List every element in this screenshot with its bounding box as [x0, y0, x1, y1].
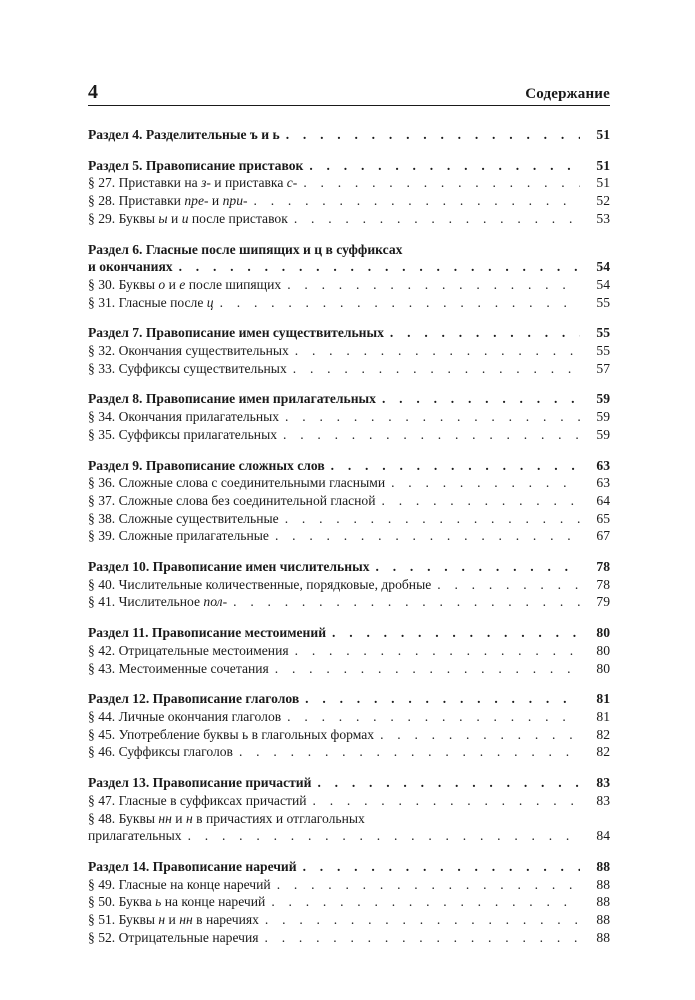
entry-title: Раздел 10. Правописание имен числительных	[88, 559, 370, 575]
entry-page-number: 84	[596, 828, 610, 844]
toc-section	[88, 324, 610, 377]
toc-section-heading[interactable]	[88, 690, 610, 708]
toc-section-heading[interactable]	[88, 774, 610, 792]
entry-text-part: § 37. Сложные слова без соединительной гласной	[88, 492, 376, 508]
entry-title	[88, 192, 248, 210]
toc-entry[interactable]	[88, 792, 610, 810]
toc-section-heading[interactable]	[88, 390, 610, 408]
toc-section-heading[interactable]	[88, 324, 610, 342]
toc-entry[interactable]	[88, 708, 610, 726]
entry-text-part: § 40. Числительные количественные, порядковые, дробные	[88, 576, 432, 592]
entry-text-part: § 28. Приставки	[88, 193, 185, 209]
dot-leader	[303, 157, 580, 175]
entry-text-part: и	[167, 210, 182, 226]
entry-title	[88, 408, 279, 426]
entry-text-part: § 41. Числительное	[88, 594, 204, 610]
entry-page-number: 59	[596, 426, 610, 442]
entry-page-number: 51	[596, 127, 610, 142]
dot-leader	[289, 642, 580, 660]
toc-entry[interactable]	[88, 408, 610, 426]
entry-page-number: 81	[596, 708, 610, 724]
toc-entry[interactable]	[88, 576, 610, 594]
toc-entry[interactable]	[88, 893, 610, 911]
toc-entry[interactable]	[88, 911, 610, 929]
entry-text-part: и приставка	[210, 175, 287, 191]
entry-text-part: § 34. Окончания прилагательных	[88, 409, 280, 425]
toc-entry[interactable]	[88, 593, 610, 611]
entry-title: Раздел 8. Правописание имен прилагательных	[88, 391, 376, 407]
toc-entry-line	[88, 810, 610, 828]
entry-text-part: § 52. Отрицательные наречия	[88, 929, 259, 945]
entry-page-number: 59	[596, 391, 610, 407]
toc-entry[interactable]	[88, 294, 610, 312]
toc-section-heading[interactable]	[88, 157, 610, 175]
toc-entry[interactable]	[88, 510, 610, 528]
entry-page-number: 59	[596, 409, 610, 425]
italic-term: при-	[222, 193, 248, 209]
entry-text-part: § 42. Отрицательные местоимения	[88, 642, 289, 658]
entry-page-number: 82	[596, 726, 610, 742]
dot-leader	[233, 743, 580, 761]
dot-leader	[385, 474, 580, 492]
toc-section-heading[interactable]	[88, 126, 610, 144]
entry-text-part: после шипящих	[185, 276, 282, 292]
dot-leader	[288, 210, 580, 228]
entry-title	[88, 876, 271, 894]
toc-section-heading[interactable]	[88, 258, 610, 276]
entry-text-part: и	[165, 276, 180, 292]
entry-title	[88, 593, 227, 611]
entry-title	[88, 743, 233, 761]
entry-title	[88, 660, 269, 678]
dot-leader	[370, 558, 581, 576]
entry-title	[88, 576, 431, 594]
entry-page-number: 80	[596, 642, 610, 658]
entry-title: Раздел 13. Правописание причастий	[88, 775, 312, 791]
dot-leader	[297, 174, 580, 192]
toc-section	[88, 858, 610, 947]
dot-leader	[269, 660, 580, 678]
entry-text-part: § 32. Окончания существительных	[88, 343, 289, 359]
entry-text-part: § 30. Буквы	[88, 276, 159, 292]
dot-leader	[287, 360, 580, 378]
entry-text-part: в наречиях	[192, 912, 259, 928]
toc-entry[interactable]	[88, 876, 610, 894]
entry-page-number: 83	[596, 792, 610, 808]
italic-term: ы	[158, 210, 168, 226]
dot-leader	[325, 457, 580, 475]
entry-page-number: 88	[596, 912, 610, 928]
entry-text-part: § 45. Употребление буквы ь в глагольных формах	[88, 726, 375, 742]
entry-text-part: § 39. Сложные прилагательные	[88, 528, 269, 544]
dot-leader	[280, 126, 580, 144]
entry-title	[88, 708, 281, 726]
italic-term: ц	[206, 294, 214, 310]
dot-leader	[384, 324, 580, 342]
entry-title	[88, 360, 287, 378]
entry-text-part: § 51. Буквы	[88, 912, 159, 928]
entry-title: Раздел 9. Правописание сложных слов	[88, 457, 325, 473]
entry-text-part: § 47. Гласные в суффиксах причастий	[88, 792, 307, 808]
italic-term: нн	[158, 810, 172, 826]
toc-section	[88, 390, 610, 443]
dot-leader	[289, 342, 580, 360]
toc-entry[interactable]	[88, 726, 610, 744]
toc-entry[interactable]	[88, 642, 610, 660]
dot-leader	[214, 294, 580, 312]
entry-title	[88, 527, 269, 545]
toc-section	[88, 457, 610, 546]
toc-section-heading[interactable]	[88, 858, 610, 876]
toc-entry[interactable]	[88, 174, 610, 192]
entry-title	[88, 294, 214, 312]
entry-page-number: 55	[596, 294, 610, 310]
toc-entry[interactable]	[88, 426, 610, 444]
toc-entry[interactable]	[88, 743, 610, 761]
toc-section-heading[interactable]	[88, 558, 610, 576]
entry-page-number: 53	[596, 210, 610, 226]
entry-page-number: 88	[596, 858, 610, 874]
entry-title	[88, 726, 374, 744]
dot-leader	[265, 893, 580, 911]
entry-text-part: на конце наречий	[161, 894, 266, 910]
entry-title	[88, 474, 385, 492]
italic-term: н	[185, 810, 193, 826]
dot-leader	[281, 708, 580, 726]
entry-title	[88, 642, 289, 660]
entry-page-number: 78	[596, 576, 610, 592]
entry-page-number: 82	[596, 744, 610, 760]
toc-section-heading[interactable]	[88, 457, 610, 475]
entry-page-number: 63	[596, 457, 610, 473]
toc-entry[interactable]	[88, 474, 610, 492]
entry-title	[88, 911, 259, 929]
entry-text-part: и	[165, 912, 180, 928]
entry-text-part: § 38. Сложные существительные	[88, 510, 279, 526]
dot-leader	[271, 876, 580, 894]
toc-section	[88, 774, 610, 845]
entry-page-number: 65	[596, 510, 610, 526]
dot-leader	[281, 276, 580, 294]
entry-title	[88, 893, 265, 911]
page-header	[88, 78, 610, 106]
entry-title: Раздел 4. Разделительные ъ и ь	[88, 127, 280, 142]
table-of-contents	[88, 126, 610, 946]
entry-page-number: 55	[596, 343, 610, 359]
entry-page-number: 88	[596, 894, 610, 910]
italic-term: н	[158, 912, 166, 928]
dot-leader	[173, 258, 580, 276]
entry-text-part: в причастиях и отглагольных	[192, 810, 365, 826]
entry-text-part: § 31. Гласные после	[88, 294, 207, 310]
toc-entry[interactable]	[88, 492, 610, 510]
dot-leader	[297, 858, 580, 876]
entry-title: Раздел 12. Правописание глаголов	[88, 691, 300, 707]
italic-term: и	[181, 210, 189, 226]
toc-entry[interactable]	[88, 929, 610, 947]
entry-title: Раздел 7. Правописание имен существительных	[88, 325, 384, 341]
entry-page-number: 80	[596, 660, 610, 676]
dot-leader	[248, 192, 580, 210]
italic-term: с-	[286, 175, 298, 191]
toc-section	[88, 558, 610, 611]
italic-term: пол-	[203, 594, 228, 610]
entry-title	[88, 210, 288, 228]
entry-text-part: § 48. Буквы	[88, 810, 159, 826]
entry-text-part: § 44. Личные окончания глаголов	[88, 708, 282, 724]
dot-leader	[277, 426, 580, 444]
dot-leader	[299, 690, 580, 708]
entry-page-number: 80	[596, 625, 610, 641]
entry-text-part: § 50. Буква	[88, 894, 156, 910]
entry-page-number: 79	[596, 594, 610, 610]
entry-text-part: § 46. Суффиксы глаголов	[88, 744, 233, 760]
dot-leader	[376, 390, 580, 408]
entry-title	[88, 510, 279, 528]
entry-page-number: 51	[596, 175, 610, 191]
toc-entry[interactable]	[88, 527, 610, 545]
toc-entry[interactable]	[88, 192, 610, 210]
toc-section-heading[interactable]	[88, 624, 610, 642]
dot-leader	[279, 408, 580, 426]
entry-text-part: § 43. Местоименные сочетания	[88, 660, 269, 676]
entry-title	[88, 174, 297, 192]
entry-title: прилагательных	[88, 828, 182, 844]
entry-page-number: 78	[596, 559, 610, 575]
entry-text-part: § 35. Суффиксы прилагательных	[88, 426, 277, 442]
toc-section-heading-line: Раздел 6. Гласные после шипящих и ц в суффиксах	[88, 241, 403, 257]
dot-leader	[307, 792, 581, 810]
toc-entry[interactable]	[88, 276, 610, 294]
dot-leader	[227, 593, 580, 611]
entry-page-number: 67	[596, 528, 610, 544]
entry-page-number: 51	[596, 157, 610, 173]
entry-title	[88, 276, 281, 294]
entry-title: Раздел 5. Правописание приставок	[88, 157, 304, 173]
entry-page-number: 88	[596, 929, 610, 945]
dot-leader	[374, 726, 580, 744]
entry-title	[88, 426, 277, 444]
toc-section	[88, 241, 610, 312]
entry-text-part: § 33. Суффиксы существительных	[88, 360, 287, 376]
entry-page-number: 57	[596, 360, 610, 376]
entry-page-number: 54	[596, 259, 610, 275]
toc-section	[88, 157, 610, 228]
entry-text-part: после приставок	[188, 210, 288, 226]
entry-page-number: 54	[596, 276, 610, 292]
italic-term: о	[158, 276, 166, 292]
toc-section	[88, 690, 610, 761]
entry-page-number: 64	[596, 492, 610, 508]
toc-section	[88, 624, 610, 677]
entry-title: и окончаниях	[88, 259, 173, 275]
entry-text-part: § 27. Приставки на	[88, 175, 202, 191]
entry-title: Раздел 11. Правописание местоимений	[88, 625, 327, 641]
entry-page-number: 83	[596, 775, 610, 791]
entry-page-number: 63	[596, 475, 610, 491]
dot-leader	[376, 492, 581, 510]
dot-leader	[431, 576, 580, 594]
toc-entry[interactable]	[88, 210, 610, 228]
entry-text-part: и	[208, 193, 223, 209]
dot-leader	[311, 774, 580, 792]
entry-text-part: § 36. Сложные слова с соединительными гласными	[88, 475, 386, 491]
dot-leader	[279, 510, 580, 528]
toc-entry[interactable]	[88, 660, 610, 678]
dot-leader	[269, 527, 580, 545]
italic-term: е	[179, 276, 186, 292]
entry-page-number: 81	[596, 691, 610, 707]
book-page	[88, 78, 610, 959]
dot-leader	[326, 624, 580, 642]
entry-page-number: 88	[596, 876, 610, 892]
entry-title	[88, 492, 376, 510]
italic-term: з-	[201, 175, 211, 191]
toc-entry[interactable]	[88, 827, 610, 845]
dot-leader	[259, 911, 580, 929]
toc-entry[interactable]	[88, 342, 610, 360]
running-title: Содержание	[525, 86, 610, 102]
entry-text-part: § 29. Буквы	[88, 210, 159, 226]
entry-text-part: и	[171, 810, 186, 826]
entry-title: Раздел 14. Правописание наречий	[88, 858, 297, 874]
italic-term: ь	[155, 894, 162, 910]
entry-page-number: 52	[596, 193, 610, 209]
entry-text-part: § 49. Гласные на конце наречий	[88, 876, 271, 892]
italic-term: пре-	[184, 193, 209, 209]
entry-title	[88, 792, 307, 810]
entry-page-number: 55	[596, 325, 610, 341]
toc-section	[88, 126, 610, 144]
page-number: 4	[88, 81, 98, 103]
entry-title	[88, 929, 259, 947]
entry-title	[88, 342, 289, 360]
dot-leader	[182, 827, 580, 845]
italic-term: нн	[179, 912, 193, 928]
toc-entry[interactable]	[88, 360, 610, 378]
dot-leader	[259, 929, 581, 947]
